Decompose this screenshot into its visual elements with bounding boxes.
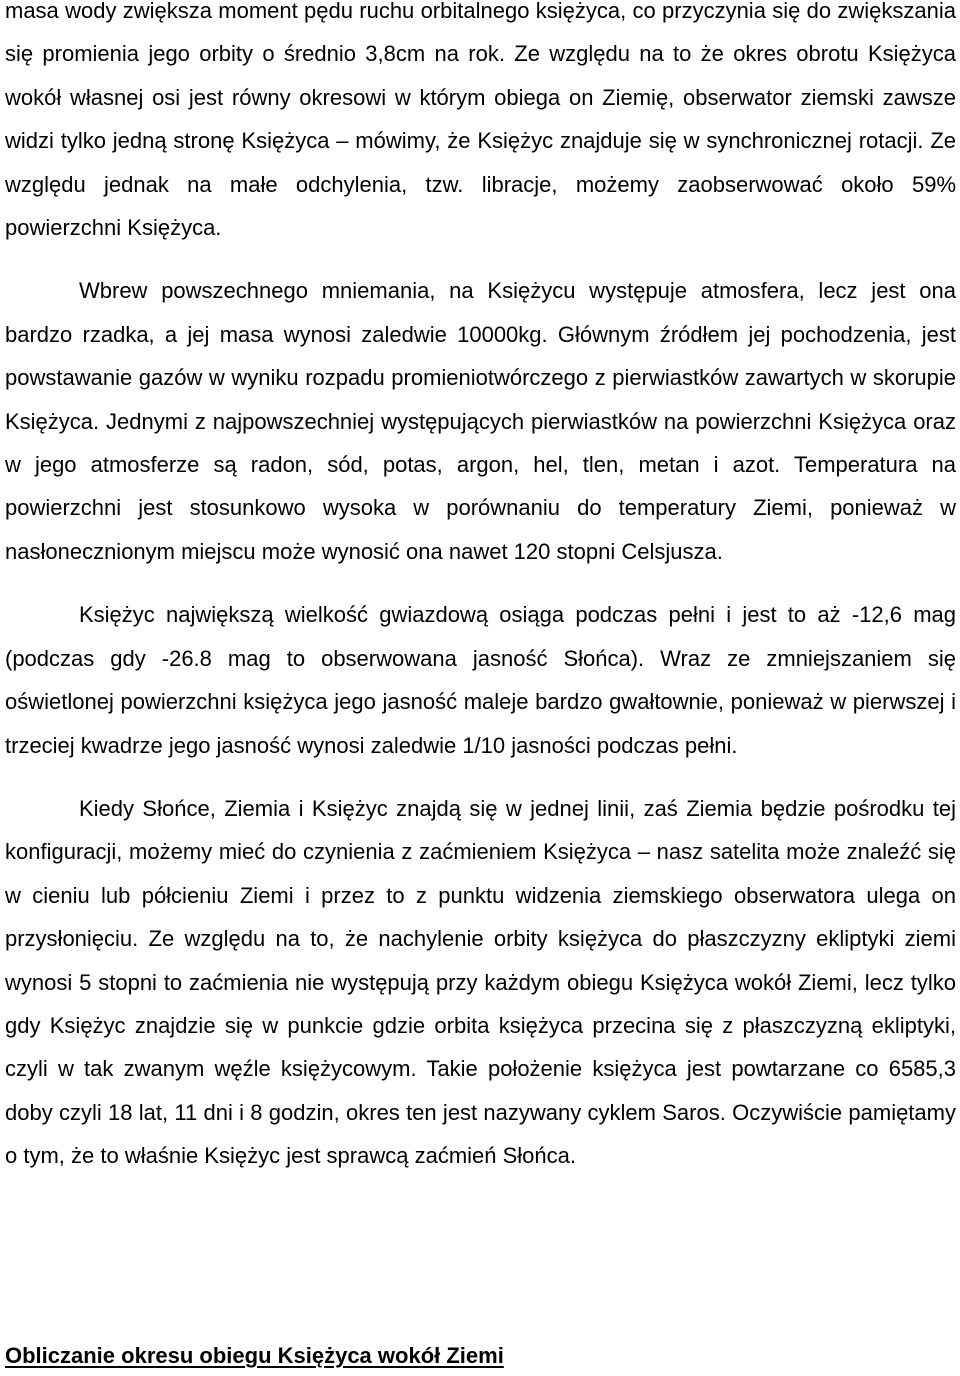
- section-heading: Obliczanie okresu obiegu Księżyca wokół Ziemi: [5, 1343, 504, 1368]
- paragraph-moon-atmosphere: Wbrew powszechnego mniemania, na Księżycu występuje atmosfera, lecz jest ona bardzo rzadka, a jej masa wynosi zaledwie 10000kg. Głównym źródłem jej pochodzenia, jest powstawanie gazów w wyniku rozpadu promieniotwórczego z pierwiastków zawartych w skorupie Księżyca. Jednymi z najpowszechniej występujących pierwiastków na powierzchni Księżyca oraz w jego atmosferze są radon, sód, potas, argon, hel, tlen, metan i azot. Temperatura na powierzchni jest stosunkowo wysoka w porównaniu do temperatury Ziemi, ponieważ w nasłonecznionym miejscu może wynosić ona nawet 120 stopni Celsjusza.: [5, 278, 956, 564]
- paragraph-moon-orbit-rotation: masa wody zwiększa moment pędu ruchu orbitalnego księżyca, co przyczynia się do zwiększania się promienia jego orbity o średnio 3,8cm na rok. Ze względu na to że okres obrotu Księżyca wokół własnej osi jest równy okresowi w którym obiega on Ziemię, obserwator ziemski zawsze widzi tylko jedną stronę Księżyca – mówimy, że Księżyc znajduje się w synchronicznej rotacji. Ze względu jednak na małe odchylenia, tzw. libracje, możemy zaobserwować około 59% powierzchni Księżyca.: [5, 0, 956, 241]
- paragraph-moon-brightness: Księżyc największą wielkość gwiazdową osiąga podczas pełni i jest to aż -12,6 mag (podczas gdy -26.8 mag to obserwowana jasność Słońca). Wraz ze zmniejszaniem się oświetlonej powierzchni księżyca jego jasność maleje bardzo gwałtownie, ponieważ w pierwszej i trzeciej kwadrze jego jasność wynosi zaledwie 1/10 jasności podczas pełni.: [5, 602, 956, 758]
- paragraph-lunar-eclipse: Kiedy Słońce, Ziemia i Księżyc znajdą się w jednej linii, zaś Ziemia będzie pośrodku tej konfiguracji, możemy mieć do czynienia z zaćmieniem Księżyca – nasz satelita może znaleźć się w cieniu lub półcieniu Ziemi i przez to z punktu widzenia ziemskiego obserwatora ulega on przysłonięciu. Ze względu na to, że nachylenie orbity księżyca do płaszczyzny ekliptyki ziemi wynosi 5 stopni to zaćmienia nie występują przy każdym obiegu Księżyca wokół Ziemi, lecz tylko gdy Księżyc znajdzie się w punkcie gdzie orbita księżyca przecina się z płaszczyzną ekliptyki, czyli w tak zwanym węźle księżycowym. Takie położenie księżyca jest powtarzane co 6585,3 doby czyli 18 lat, 11 dni i 8 godzin, okres ten jest nazywany cyklem Saros. Oczywiście pamiętamy o tym, że to właśnie Księżyc jest sprawcą zaćmień Słońca.: [5, 795, 956, 1169]
